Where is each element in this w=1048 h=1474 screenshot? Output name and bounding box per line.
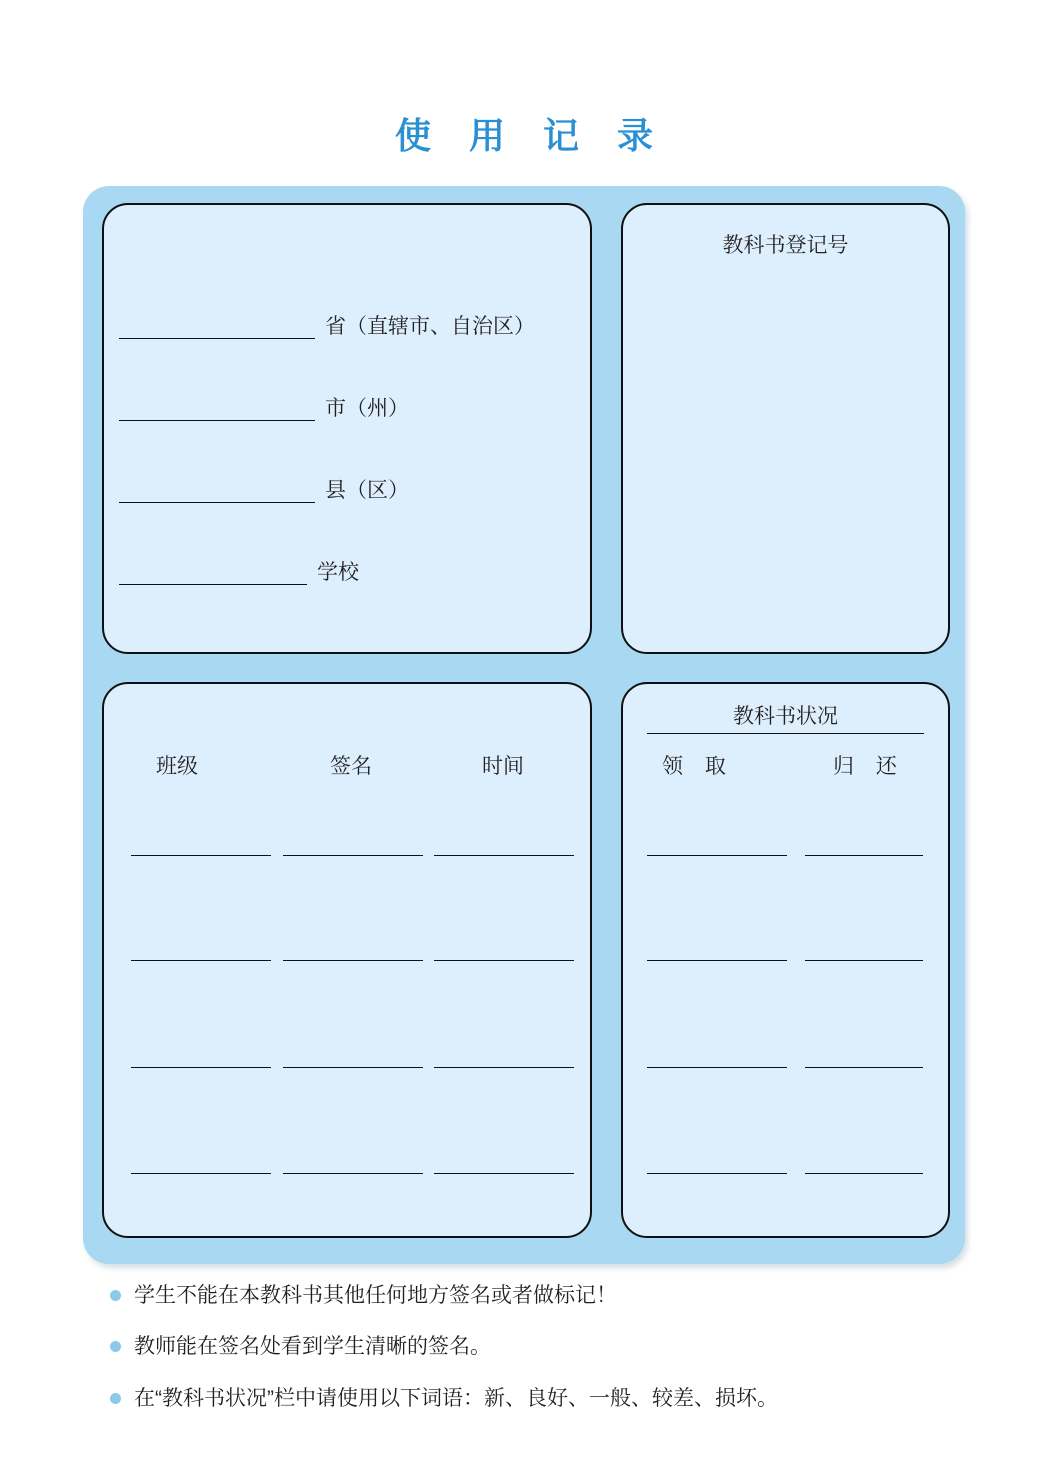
condition-line-receive-4[interactable] [647, 1173, 787, 1174]
note-item [110, 1385, 970, 1412]
column-header-signature: 签名 [330, 755, 372, 778]
field-county[interactable] [119, 476, 409, 503]
record-line-signature-3[interactable] [283, 1067, 423, 1068]
field-school[interactable] [119, 558, 359, 585]
condition-line-return-3[interactable] [805, 1067, 923, 1068]
record-line-class-3[interactable] [131, 1067, 271, 1068]
notes-list [110, 1282, 970, 1436]
bullet-icon [110, 1341, 121, 1352]
record-line-time-1[interactable] [434, 855, 574, 856]
region-box [102, 203, 592, 654]
condition-line-receive-1[interactable] [647, 855, 787, 856]
record-line-time-4[interactable] [434, 1173, 574, 1174]
column-header-receive: 领 取 [662, 755, 734, 778]
column-header-return: 归 还 [833, 755, 905, 778]
bullet-icon [110, 1290, 121, 1301]
condition-title: 教科书状况 [733, 705, 838, 728]
field-label-province: 省（直辖市、自治区） [325, 315, 535, 338]
note-text: 教师能在签名处看到学生清晰的签名。 [134, 1335, 491, 1359]
record-line-signature-1[interactable] [283, 855, 423, 856]
condition-line-receive-3[interactable] [647, 1067, 787, 1068]
column-header-time: 时间 [482, 755, 524, 778]
condition-line-return-1[interactable] [805, 855, 923, 856]
note-text: 在“教科书状况”栏中请使用以下词语：新、良好、一般、较差、损坏。 [134, 1386, 778, 1410]
record-line-time-3[interactable] [434, 1067, 574, 1068]
condition-title-underline [647, 733, 924, 734]
registration-number-box[interactable] [621, 203, 950, 654]
page-title: 使 用 记 录 [394, 115, 667, 156]
note-item [110, 1333, 970, 1360]
condition-line-return-4[interactable] [805, 1173, 923, 1174]
field-label-city: 市（州） [325, 397, 409, 420]
record-line-signature-4[interactable] [283, 1173, 423, 1174]
record-line-signature-2[interactable] [283, 960, 423, 961]
field-label-county: 县（区） [325, 479, 409, 502]
field-city[interactable] [119, 394, 409, 421]
record-line-class-2[interactable] [131, 960, 271, 961]
condition-line-receive-2[interactable] [647, 960, 787, 961]
note-text: 学生不能在本教科书其他任何地方签名或者做标记！ [134, 1284, 617, 1307]
province-write-line[interactable] [119, 312, 315, 339]
record-line-class-1[interactable] [131, 855, 271, 856]
county-write-line[interactable] [119, 476, 315, 503]
condition-line-return-2[interactable] [805, 960, 923, 961]
note-item [110, 1282, 970, 1309]
registration-number-title: 教科书登记号 [722, 234, 849, 257]
field-label-school: 学校 [317, 561, 359, 584]
field-province[interactable] [119, 312, 535, 339]
record-line-class-4[interactable] [131, 1173, 271, 1174]
record-line-time-2[interactable] [434, 960, 574, 961]
column-header-class: 班级 [156, 755, 198, 778]
bullet-icon [110, 1393, 121, 1404]
city-write-line[interactable] [119, 394, 315, 421]
school-write-line[interactable] [119, 558, 307, 585]
